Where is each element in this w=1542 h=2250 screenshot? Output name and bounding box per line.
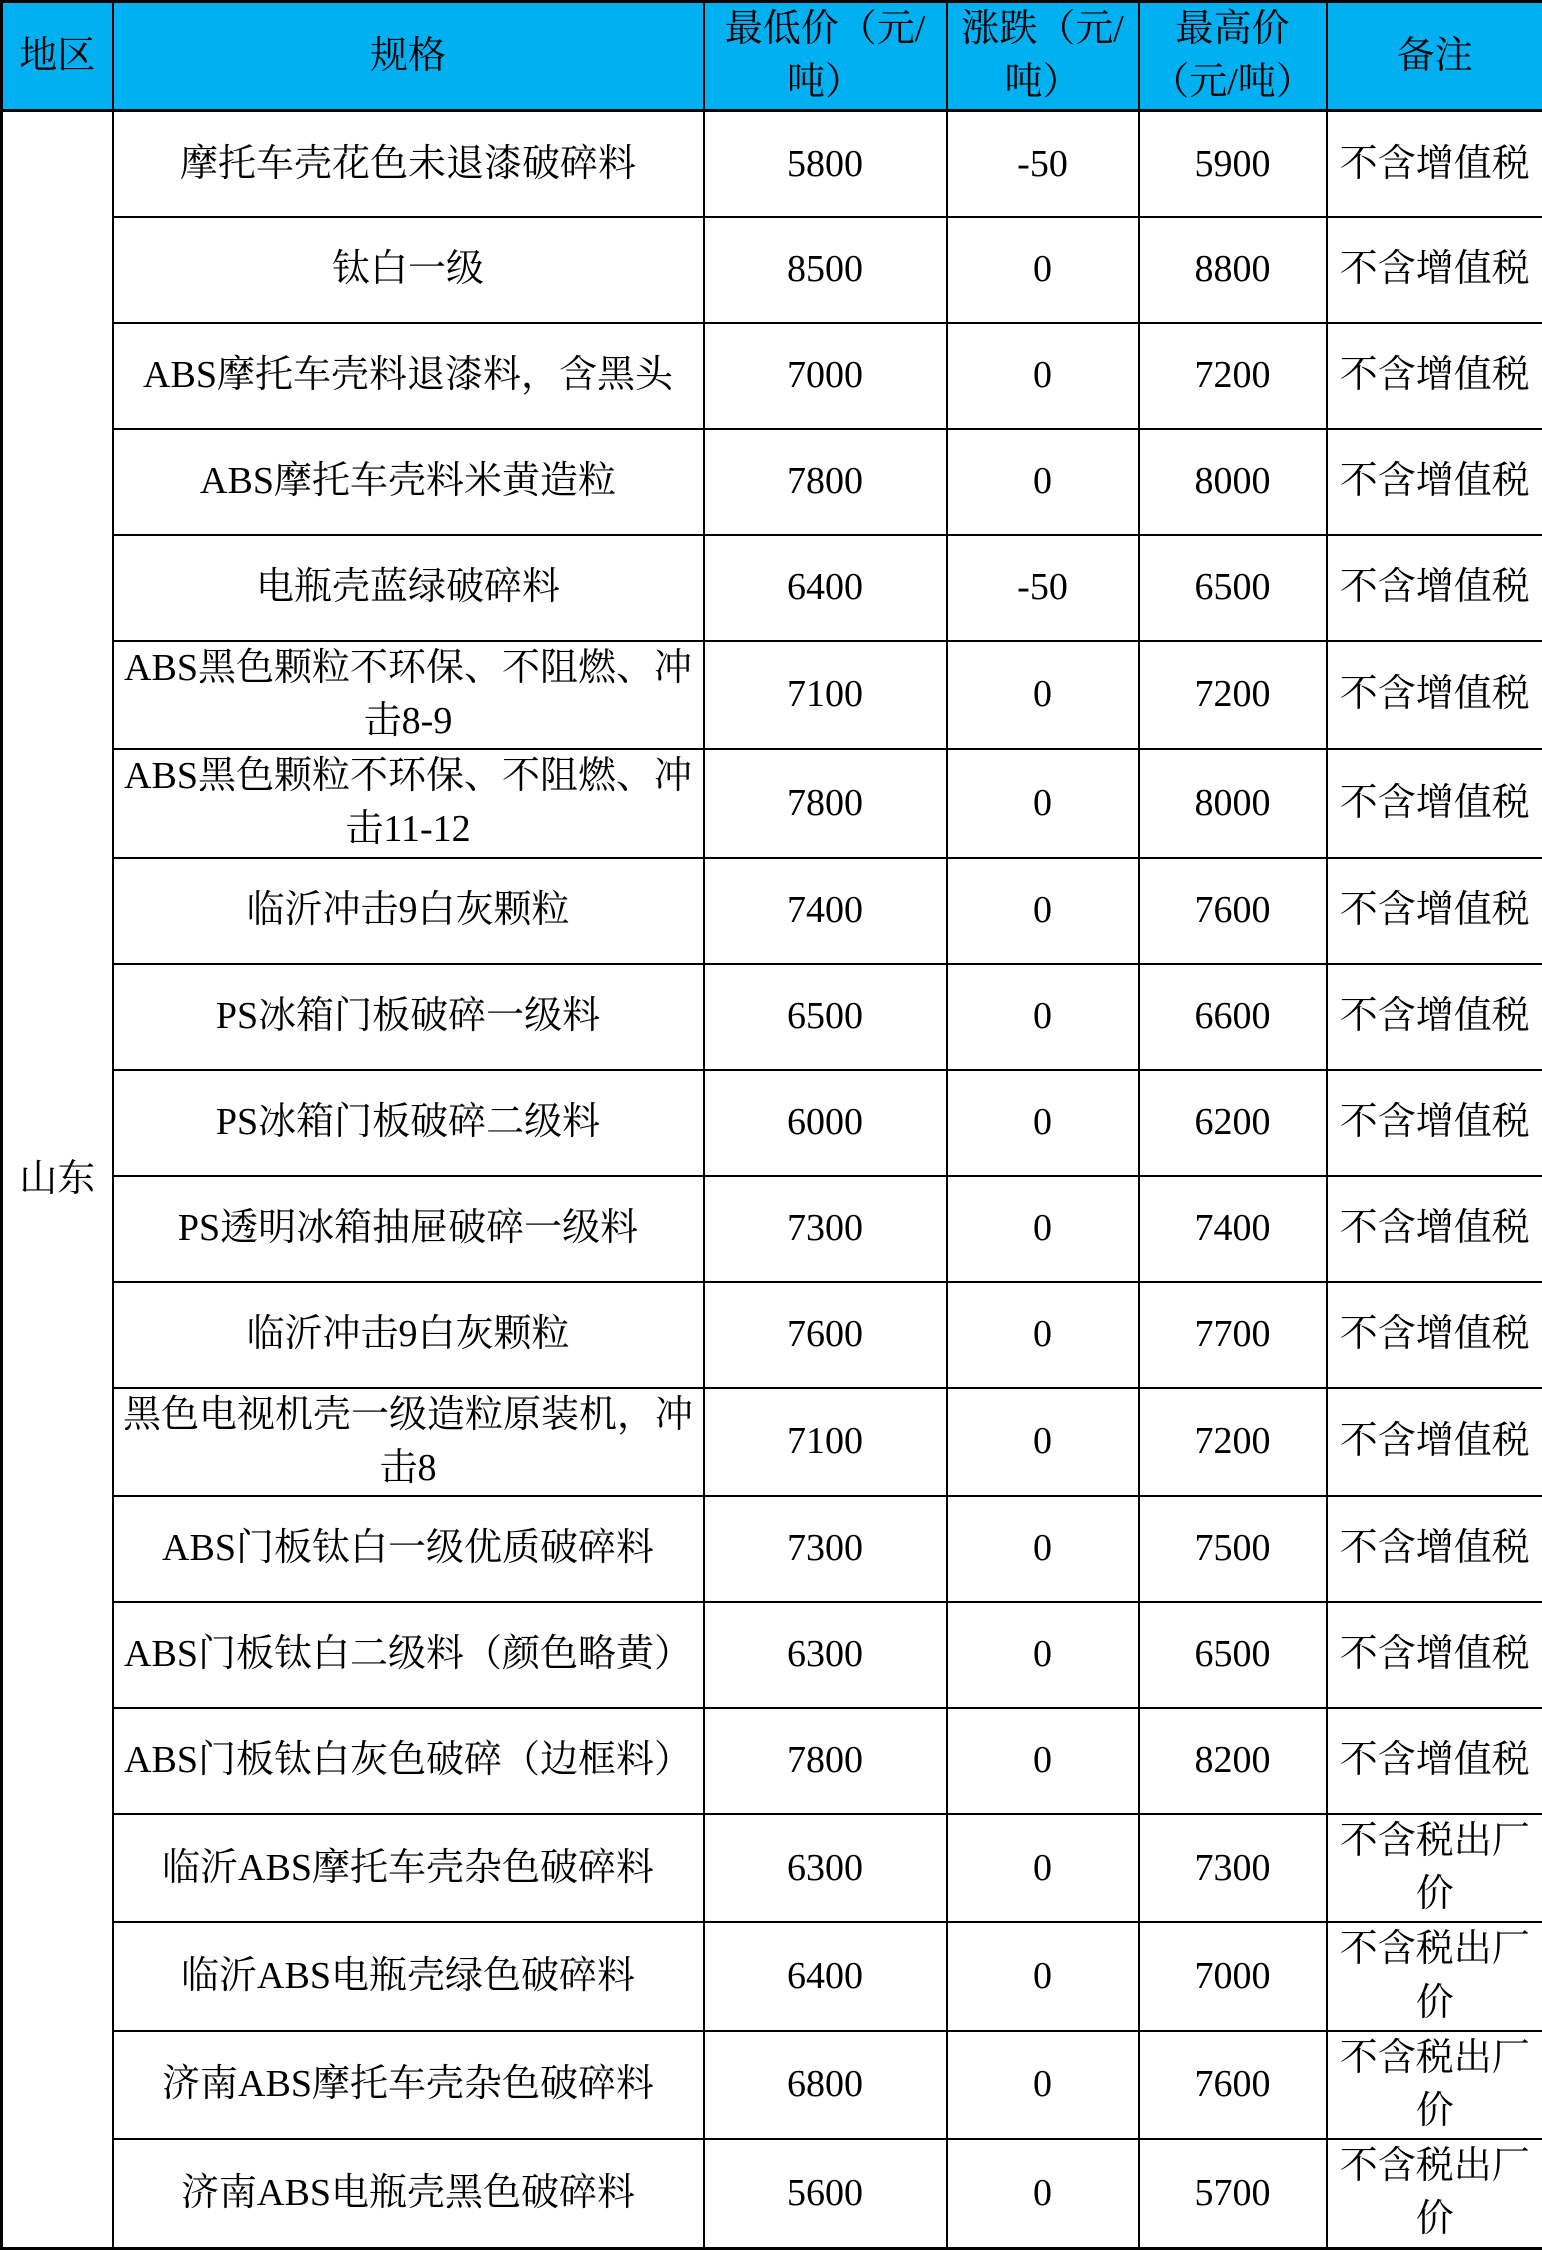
table-row [2, 1070, 1542, 1176]
cell-spec: PS透明冰箱抽屉破碎一级料 [113, 1176, 704, 1282]
cell-change: -50 [947, 535, 1139, 641]
cell-min-price: 7000 [704, 323, 947, 429]
table-row [2, 1282, 1542, 1388]
cell-max-price: 6500 [1139, 1602, 1327, 1708]
cell-note: 不含税出厂价 [1327, 1814, 1542, 1922]
cell-min-price: 6300 [704, 1602, 947, 1708]
cell-min-price: 7100 [704, 641, 947, 749]
header-cell-spec: 规格 [113, 2, 704, 111]
header-cell-change: 涨跌（元/吨） [947, 2, 1139, 111]
cell-min-price: 6400 [704, 1922, 947, 2030]
cell-note: 不含增值税 [1327, 1282, 1542, 1388]
table-row [2, 111, 1542, 217]
cell-min-price: 8500 [704, 217, 947, 323]
cell-change: 0 [947, 1708, 1139, 1814]
cell-change: 0 [947, 1070, 1139, 1176]
cell-spec: 摩托车壳花色未退漆破碎料 [113, 111, 704, 217]
cell-spec: 济南ABS摩托车壳杂色破碎料 [113, 2031, 704, 2139]
cell-change: 0 [947, 1282, 1139, 1388]
cell-min-price: 6800 [704, 2031, 947, 2139]
cell-note: 不含增值税 [1327, 217, 1542, 323]
table-row [2, 641, 1542, 749]
cell-spec: ABS门板钛白一级优质破碎料 [113, 1496, 704, 1602]
cell-max-price: 5900 [1139, 111, 1327, 217]
cell-max-price: 7600 [1139, 858, 1327, 964]
cell-spec: ABS门板钛白二级料（颜色略黄） [113, 1602, 704, 1708]
cell-note: 不含增值税 [1327, 1176, 1542, 1282]
cell-spec: 临沂冲击9白灰颗粒 [113, 858, 704, 964]
cell-min-price: 7800 [704, 429, 947, 535]
cell-max-price: 6600 [1139, 964, 1327, 1070]
cell-change: -50 [947, 111, 1139, 217]
cell-max-price: 7500 [1139, 1496, 1327, 1602]
cell-note: 不含增值税 [1327, 1708, 1542, 1814]
cell-min-price: 5600 [704, 2139, 947, 2248]
cell-spec: PS冰箱门板破碎二级料 [113, 1070, 704, 1176]
cell-min-price: 5800 [704, 111, 947, 217]
table-row [2, 2031, 1542, 2139]
cell-spec: ABS黑色颗粒不环保、不阻燃、冲击11-12 [113, 749, 704, 857]
cell-max-price: 8200 [1139, 1708, 1327, 1814]
cell-change: 0 [947, 1814, 1139, 1922]
cell-change: 0 [947, 429, 1139, 535]
cell-spec: ABS黑色颗粒不环保、不阻燃、冲击8-9 [113, 641, 704, 749]
cell-min-price: 7600 [704, 1282, 947, 1388]
cell-min-price: 7300 [704, 1496, 947, 1602]
table-row [2, 1496, 1542, 1602]
header-cell-region: 地区 [2, 2, 113, 111]
cell-note: 不含增值税 [1327, 323, 1542, 429]
cell-spec: 黑色电视机壳一级造粒原装机，冲击8 [113, 1388, 704, 1496]
cell-change: 0 [947, 749, 1139, 857]
cell-min-price: 6000 [704, 1070, 947, 1176]
cell-change: 0 [947, 1602, 1139, 1708]
cell-note: 不含增值税 [1327, 964, 1542, 1070]
cell-change: 0 [947, 2139, 1139, 2248]
cell-max-price: 7700 [1139, 1282, 1327, 1388]
table-row [2, 858, 1542, 964]
cell-spec: 临沂ABS电瓶壳绿色破碎料 [113, 1922, 704, 2030]
table-row [2, 964, 1542, 1070]
table-row [2, 1814, 1542, 1922]
cell-note: 不含税出厂价 [1327, 2139, 1542, 2248]
cell-spec: 临沂ABS摩托车壳杂色破碎料 [113, 1814, 704, 1922]
cell-note: 不含增值税 [1327, 749, 1542, 857]
cell-min-price: 6300 [704, 1814, 947, 1922]
cell-spec: ABS摩托车壳料米黄造粒 [113, 429, 704, 535]
cell-max-price: 8000 [1139, 749, 1327, 857]
table-row [2, 749, 1542, 857]
cell-change: 0 [947, 641, 1139, 749]
cell-spec: PS冰箱门板破碎一级料 [113, 964, 704, 1070]
cell-spec: ABS门板钛白灰色破碎（边框料） [113, 1708, 704, 1814]
region-cell: 山东 [2, 111, 113, 2248]
cell-max-price: 8800 [1139, 217, 1327, 323]
header-cell-min-price: 最低价（元/吨） [704, 2, 947, 111]
cell-change: 0 [947, 1496, 1139, 1602]
cell-note: 不含税出厂价 [1327, 2031, 1542, 2139]
cell-max-price: 7600 [1139, 2031, 1327, 2139]
cell-min-price: 6400 [704, 535, 947, 641]
table-row [2, 1176, 1542, 1282]
cell-min-price: 7100 [704, 1388, 947, 1496]
cell-max-price: 6500 [1139, 535, 1327, 641]
cell-max-price: 5700 [1139, 2139, 1327, 2248]
cell-spec: 济南ABS电瓶壳黑色破碎料 [113, 2139, 704, 2248]
cell-note: 不含增值税 [1327, 429, 1542, 535]
header-cell-note: 备注 [1327, 2, 1542, 111]
cell-spec: ABS摩托车壳料退漆料，含黑头 [113, 323, 704, 429]
cell-note: 不含增值税 [1327, 535, 1542, 641]
table-row [2, 1708, 1542, 1814]
table-row [2, 1388, 1542, 1496]
cell-change: 0 [947, 1176, 1139, 1282]
cell-min-price: 7800 [704, 1708, 947, 1814]
table-row [2, 1922, 1542, 2030]
table-row [2, 323, 1542, 429]
cell-note: 不含增值税 [1327, 1070, 1542, 1176]
cell-change: 0 [947, 217, 1139, 323]
cell-note: 不含增值税 [1327, 641, 1542, 749]
table-row [2, 1602, 1542, 1708]
cell-max-price: 7000 [1139, 1922, 1327, 2030]
header-cell-max-price: 最高价（元/吨） [1139, 2, 1327, 111]
cell-max-price: 7200 [1139, 641, 1327, 749]
cell-note: 不含增值税 [1327, 1388, 1542, 1496]
cell-spec: 电瓶壳蓝绿破碎料 [113, 535, 704, 641]
cell-change: 0 [947, 1922, 1139, 2030]
cell-max-price: 6200 [1139, 1070, 1327, 1176]
cell-note: 不含增值税 [1327, 1602, 1542, 1708]
cell-max-price: 7200 [1139, 1388, 1327, 1496]
cell-change: 0 [947, 1388, 1139, 1496]
table-row [2, 217, 1542, 323]
cell-change: 0 [947, 323, 1139, 429]
cell-max-price: 7300 [1139, 1814, 1327, 1922]
cell-spec: 临沂冲击9白灰颗粒 [113, 1282, 704, 1388]
cell-change: 0 [947, 964, 1139, 1070]
cell-note: 不含增值税 [1327, 858, 1542, 964]
cell-change: 0 [947, 2031, 1139, 2139]
cell-max-price: 7400 [1139, 1176, 1327, 1282]
cell-max-price: 7200 [1139, 323, 1327, 429]
table-header-row [2, 2, 1542, 111]
table-row [2, 2139, 1542, 2248]
cell-min-price: 7400 [704, 858, 947, 964]
table-row [2, 535, 1542, 641]
table-row [2, 429, 1542, 535]
cell-change: 0 [947, 858, 1139, 964]
cell-spec: 钛白一级 [113, 217, 704, 323]
cell-note: 不含税出厂价 [1327, 1922, 1542, 2030]
cell-note: 不含增值税 [1327, 111, 1542, 217]
cell-note: 不含增值税 [1327, 1496, 1542, 1602]
cell-min-price: 7800 [704, 749, 947, 857]
cell-min-price: 7300 [704, 1176, 947, 1282]
cell-max-price: 8000 [1139, 429, 1327, 535]
cell-min-price: 6500 [704, 964, 947, 1070]
